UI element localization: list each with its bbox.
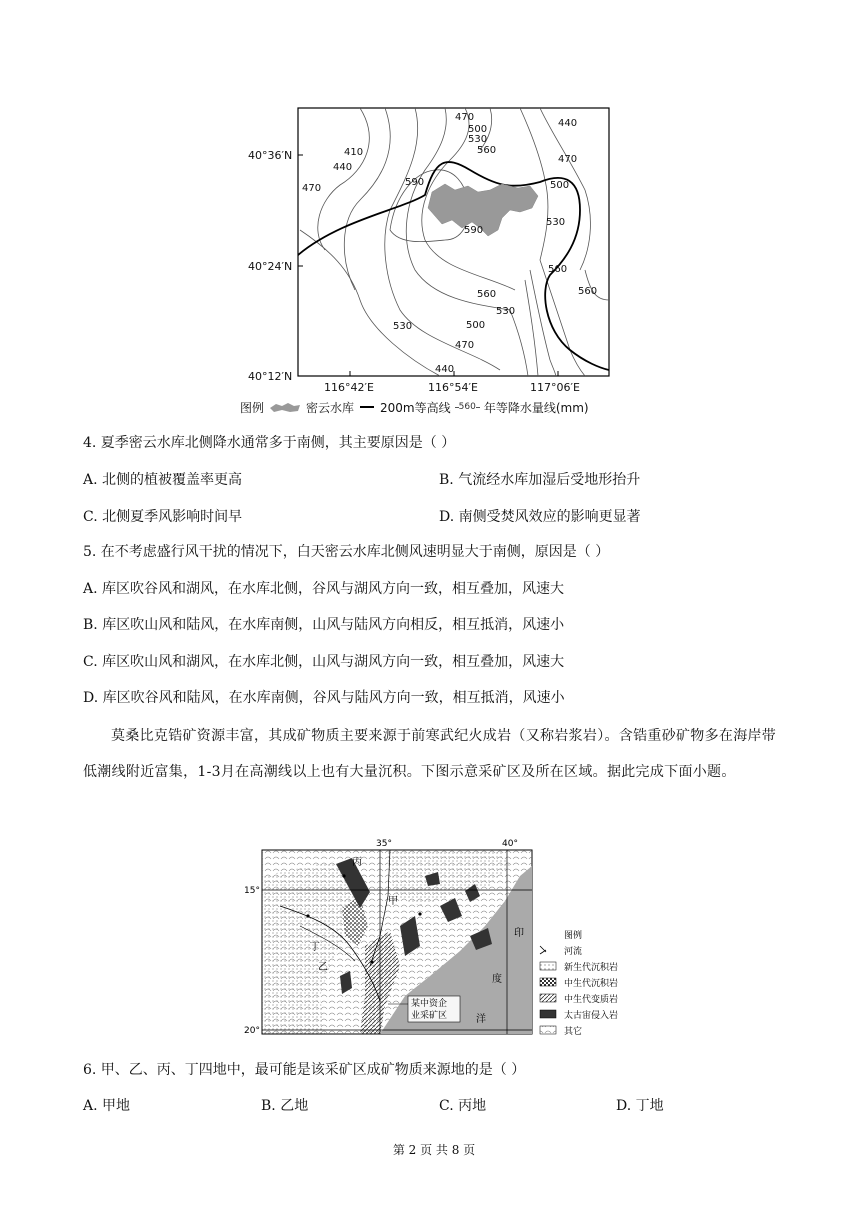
lat-label: 15°	[244, 886, 260, 896]
question-6-option-c[interactable]: C. 丙地	[439, 1098, 487, 1114]
sea-char: 印	[514, 928, 524, 939]
lat-label: 40°24′N	[248, 260, 293, 273]
contour-label: 440	[558, 118, 578, 129]
lat-label: 40°12′N	[248, 370, 293, 383]
mine-label-line1: 某中资企	[411, 999, 448, 1009]
contour-label: 410	[344, 147, 364, 158]
lon-label: 116°54′E	[428, 381, 478, 394]
question-4-stem: 4. 夏季密云水库北侧降水通常多于南侧，其主要原因是（ ）	[83, 435, 456, 451]
question-6-option-a[interactable]: A. 甲地	[83, 1098, 131, 1114]
contour-label: 470	[455, 340, 475, 351]
contour-label: 560	[477, 289, 497, 300]
sea-char: 度	[492, 974, 502, 985]
question-4-option-a[interactable]: A. 北侧的植被覆盖率更高	[83, 472, 243, 488]
question-5-option-a[interactable]: A. 库区吹谷风和湖风，在水库北侧，谷风与湖风方向一致，相互叠加，风速大	[83, 581, 565, 597]
contour-legend-icon	[358, 400, 376, 414]
map-miyun	[240, 100, 620, 400]
map2-legend	[540, 929, 618, 1037]
question-4-option-d[interactable]: D. 南侧受焚风效应的影响更显著	[439, 509, 641, 525]
reading-passage: 莫桑比克锆矿资源丰富，其成矿物质主要来源于前寒武纪火成岩（又称岩浆岩）。含锆重砂矿物多在海岸带低潮线附近富集，1-3月在高潮线以上也有大量沉积。下图示意采矿区及所在区域。据此完成下面小题。	[83, 728, 777, 780]
miyun-contour-map	[240, 100, 620, 400]
question-6-option-b[interactable]: B. 乙地	[261, 1098, 309, 1114]
question-5-stem: 5. 在不考虑盛行风干扰的情况下，白天密云水库北侧风速明显大于南侧，原因是（ ）	[83, 544, 610, 560]
place-jia: 甲	[388, 896, 398, 907]
contour-label: 560	[477, 145, 497, 156]
contour-label: 590	[464, 225, 484, 236]
question-6-stem: 6. 甲、乙、丙、丁四地中，最可能是该采矿区成矿物质来源地的是（ ）	[83, 1062, 526, 1078]
contour-label: 470	[558, 154, 578, 165]
contour-label: 530	[496, 306, 516, 317]
legend-item: 其它	[564, 1027, 583, 1037]
legend-reservoir: 密云水库	[306, 400, 355, 415]
question-5-option-d[interactable]: D. 库区吹谷风和陆风，在水库南侧，谷风与陆风方向一致，相互抵消，风速小	[83, 690, 565, 706]
mine-label-line2: 业采矿区	[411, 1011, 448, 1021]
contour-label: 440	[435, 364, 455, 375]
lat-label: 20°	[244, 1026, 260, 1036]
place-ding: 丁	[310, 942, 320, 953]
contour-label: 470	[302, 183, 322, 194]
place-bing: 丙	[352, 857, 362, 868]
contour-label: 500	[550, 180, 570, 191]
contour-label: 470	[455, 112, 475, 123]
lon-label: 117°06′E	[530, 381, 580, 394]
legend-item: 新生代沉积岩	[564, 963, 619, 973]
place-yi: 乙	[318, 962, 328, 973]
contour-label: 530	[393, 321, 413, 332]
legend-prefix: 图例	[240, 400, 265, 415]
map1-legend	[240, 399, 589, 415]
contour-label: 440	[333, 162, 353, 173]
map-mozambique	[240, 836, 620, 1040]
legend-item: 中生代变质岩	[564, 995, 619, 1005]
legend-contour: 200m等高线	[380, 400, 451, 415]
reservoir-legend-icon	[268, 400, 302, 414]
legend-item: 中生代沉积岩	[564, 979, 619, 989]
lat-label: 40°36′N	[248, 149, 293, 162]
contour-label: 560	[548, 264, 568, 275]
legend-isohyet-sample: 560	[458, 402, 476, 412]
isohyet-legend-icon	[455, 402, 480, 412]
contour-label: 590	[405, 177, 425, 188]
sea-char: 洋	[476, 1014, 486, 1025]
lon-label: 116°42′E	[324, 381, 374, 394]
question-4-option-c[interactable]: C. 北侧夏季风影响时间早	[83, 509, 243, 525]
lon-label: 35°	[376, 839, 392, 849]
legend-item: 太古宙侵入岩	[564, 1011, 619, 1021]
river-icon	[540, 946, 546, 954]
legend-title: 图例	[564, 931, 583, 941]
contour-label: 500	[466, 320, 486, 331]
legend-isohyet: 年等降水量线(mm)	[483, 400, 589, 415]
question-4-option-b[interactable]: B. 气流经水库加湿后受地形抬升	[439, 472, 641, 488]
contour-label: 530	[468, 134, 488, 145]
page-footer: 第 2 页 共 8 页	[392, 1143, 476, 1157]
contour-label: 560	[578, 286, 598, 297]
question-5-option-b[interactable]: B. 库区吹山风和陆风，在水库南侧，山风与陆风方向相反，相互抵消，风速小	[83, 617, 565, 633]
contour-label: 500	[468, 124, 488, 135]
lon-label: 40°	[502, 839, 518, 849]
contour-label: 530	[546, 217, 566, 228]
question-5-option-c[interactable]: C. 库区吹山风和湖风，在水库北侧，山风与湖风方向一致，相互叠加，风速大	[83, 654, 565, 670]
legend-item: 河流	[564, 947, 583, 957]
question-6-option-d[interactable]: D. 丁地	[616, 1098, 664, 1114]
mozambique-geology-map	[240, 836, 620, 1040]
